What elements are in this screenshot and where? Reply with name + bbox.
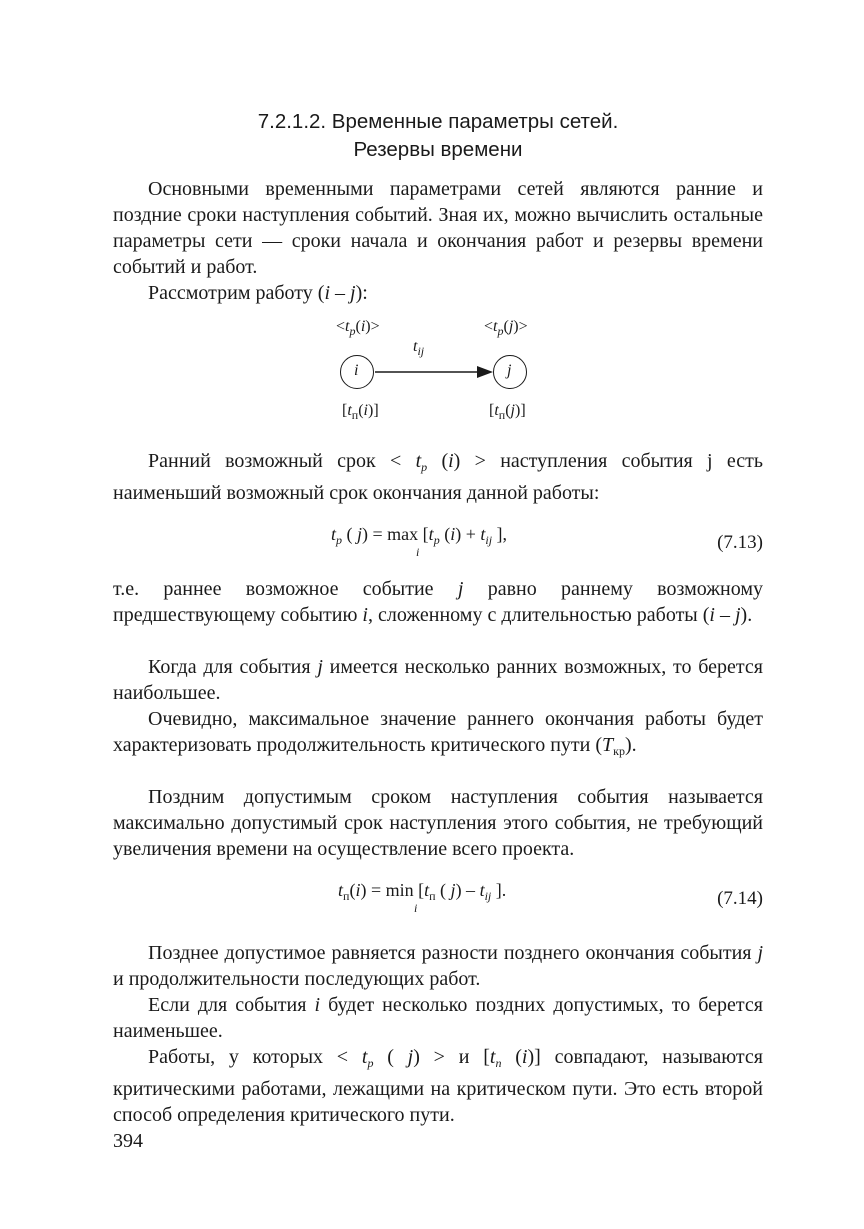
heading-line-2: Резервы времени [353, 138, 523, 161]
formula-7-13-subscript: i [416, 545, 420, 559]
heading-line-1: 7.2.1.2. Временные параметры сетей. [257, 110, 619, 133]
paragraph-late-time: Поздним допустимым сроком наступления события называется максимально допустимый срок наступления этого события, не требующий увеличения времени на осуществление всего проекта. [113, 786, 763, 860]
early-time-label-i: $<t_р(i)>$ [336, 318, 380, 338]
node-label-i: i [354, 362, 359, 379]
paragraph-several-early: Когда для события j имеется несколько ранних возможных, то берется наибольшее. [113, 656, 763, 704]
paragraph-early-explanation: т.е. раннее возможное событие j равно раннему возможному предшествующему событию i, сложенному с длительностью работы (i – j). [113, 578, 764, 626]
consider-text: Рассмотрим работу [148, 282, 318, 304]
paragraph-intro: Основными временными параметрами сетей являются ранние и поздние сроки наступления событий. Зная их, можно вычислить остальные параметры сети — сроки начала и окончания работ и резервы времени событий и работ. [113, 178, 763, 278]
paragraph-late-explanation: Позднее допустимое равняется разности позднего окончания события j и продолжительности последующих работ. [113, 942, 763, 990]
formula-number-7-13: (7.13) [717, 532, 763, 553]
paragraph-critical-path: Очевидно, максимальное значение раннего окончания работы будет характеризовать продолжительность критического пути $(T_{кр})$. [113, 708, 763, 758]
paragraph-consider: Рассмотрим работу (i – j): [148, 282, 368, 304]
node-label-j: j [507, 362, 512, 379]
consider-var-i: i [324, 282, 330, 304]
activity-diagram [113, 312, 763, 430]
late-time-label-j: $[t_п(j)]$ [489, 402, 526, 422]
activity-arrow [113, 312, 763, 430]
formula-number-7-14: (7.14) [717, 888, 763, 909]
formula-7-14-expression: $t_п(i) = \min [t_п$ ( $j) - t_{ij}$ ]. [338, 880, 507, 903]
late-time-label-i: $[t_п(i)]$ [342, 402, 379, 422]
consider-var-j: j [350, 282, 356, 304]
page-number: 394 [113, 1130, 143, 1152]
paragraph-critical-works: Работы, у которых < $t_р$ ( j) > и [$t_п$ (i)] совпадают, называются критическими работами, лежащими на критическом пути. Это есть второй способ определения критического пути. [113, 1046, 763, 1126]
early-time-label-j: $<t_р(j)>$ [484, 318, 528, 338]
formula-7-14-subscript: i [414, 901, 418, 915]
section-heading [113, 108, 763, 164]
paragraph-several-late: Если для события i будет несколько поздних допустимых, то берется наименьшее. [113, 994, 763, 1042]
duration-label: $t_{ij}$ [413, 338, 425, 358]
paragraph-early-time: Ранний возможный срок < $t_р$ (i) > наступления события j есть наименьший возможный срок окончания данной работы: [113, 450, 763, 504]
formula-7-13-expression: $t_р$ ( $j) = \max [t_р$ $(i) + t_{ij}$ ], [331, 524, 508, 547]
